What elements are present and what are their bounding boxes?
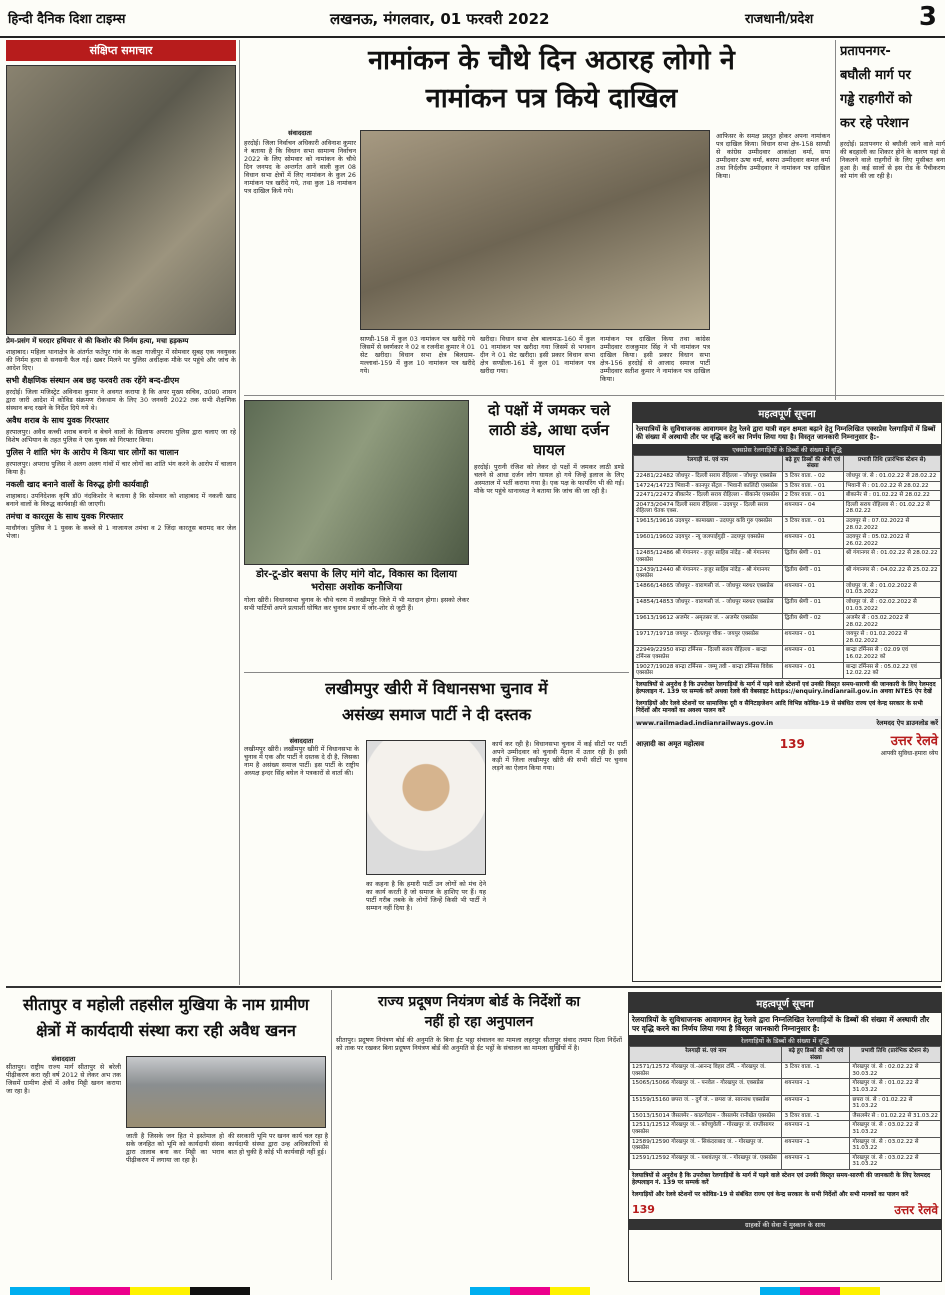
lead-headline [244,42,859,138]
rail-table-1-cell-date: बीकानेर से : 01.02.22 से 28.02.22 [843,491,940,501]
northern-railway-brand: उत्तर रेलवे [890,734,938,750]
asp-text3: कार्य कर रही है। विधानसभा चुनाव में कई सीटों पर पार्टी अपने उम्मीदवार को चुनावी मैदान में उतार रही है। इसी कड़ी में जिला लखीमपुर खीरी की सभी सीटों पर चुनाव लड़ने का ऐलान किया गया। [492,740,627,772]
rail-table-2-cell-date: गोरखपुर जं. से : 03.02.22 से 31.03.22 [850,1153,941,1169]
tehsil-headline-line1: सीतापुर व महोली तहसील मुखिया के नाम ग्रामीण [23,995,309,1014]
asp-col3 [492,740,627,980]
rail-table-1-cell-date: जोधपुर जं. से : 01.02.2022 से 01.03.2022 [843,581,940,597]
right-story [840,40,945,400]
meeting-headline: डोर-टू-डोर बसपा के लिए मांगे वोट, विकास का दिलाया भरोसाः अशोक कनौजिया [256,569,457,593]
lead-col4 [716,132,830,392]
rail-table-1-cell-date: जोधपुर जं. से : 02.02.2022 से 01.03.2022 [843,597,940,613]
rail-table-1-cell-date: उदयपुर से : 05.02.2022 से 26.02.2022 [843,533,940,549]
dateline: लखनऊ, मंगलवार, 01 फरवरी 2022 [330,10,550,28]
rail-table-2-cell-date: गोरखपुर जं. से : 03.02.22 से 31.03.22 [850,1137,941,1153]
rail-table-1-cell-date: बान्द्रा टर्मिनस से : 05.02.22 एवं 12.02.22 को [843,662,940,678]
right-headline-2: बघौली मार्ग पर [840,68,911,83]
rail-table-2-cell-train: 12511/12512 गोरखपुर जं. - कोच्चुवेली - गोरखपुर जं. राप्तीसागर एक्सप्रेस [630,1121,782,1137]
murder-photo [6,65,236,335]
asp-col1 [244,736,359,981]
lead-text3: खरीदा। विधान सभा क्षेत्र बालामऊ-160 में कुल 01 नामांकन पत्र खरीदा गया जिसमें से भगवान दीन ने 01 सेट खरीदा। इसी प्रकार विधान सभा क्षेत्र सण्डीला-161 में कुल 01 नामांकन पत्र खरीदा गया। [480,335,595,375]
rail-table-1-cell-train: 22949/22950 बान्द्रा टर्मिनस - दिल्ली सराय रोहिल्ला - बान्द्रा टर्मिनस एक्सप्रेस [634,646,783,662]
rail-table-1-row [634,565,941,581]
page-number: 3 [918,2,937,32]
rail-table-2-col2: बढ़े हुए डिब्बों की श्रेणी एवं संख्या [782,1047,850,1063]
rail-table-1-cell-coach: द्वितीय श्रेणी - 02 [782,614,843,630]
rail-table-2-col3: प्रभावी तिथि (प्रारंभिक स्टेशन से) [850,1047,941,1063]
asp-headline-line2: असंख्य समाज पार्टी ने दी दस्तक [341,705,532,724]
azadi-logo: आज़ादी का अमृत महोत्सव [636,739,705,748]
rail-table-1-row [634,614,941,630]
tehsil-col1 [6,1054,121,1279]
rail-table-2 [629,1046,941,1170]
rail-table-1-cell-coach: शयनयान - 01 [782,581,843,597]
nomination-photo [360,130,710,330]
story-fertilizer-headline: नकली खाद बनाने वालों के विरुद्ध होगी कार्यवाही [6,480,149,489]
rail-table-2-col1: रेलगाड़ी सं. एवं नाम [630,1047,782,1063]
rail-table-1-cell-coach: 3 टियर वाता. - 01 [782,481,843,491]
rail-table-2-cell-train: 15159/15160 छपरा जं. - दुर्ग जं. - छपरा जं. सारनाथ एक्सप्रेस [630,1095,782,1111]
brief-news-column [6,40,236,985]
rail-table-2-cell-date: जैसलमेर से : 01.02.22 से 31.03.22 [850,1111,941,1121]
asp-col2 [366,880,486,980]
clash-story [474,400,624,660]
lead-headline-line1: नामांकन के चौथे दिन अठारह लोगो ने [368,45,735,76]
rail-table-1-cell-date: श्री गंगानगर से : 04.02.22 से 25.02.22 [843,565,940,581]
lead-dateline: संवाददाता [288,129,312,137]
rail-table-1-cell-coach: शयनयान - 01 [782,646,843,662]
meeting-photo [244,400,469,565]
lead-text1: हरदोई। जिला निर्वाचन अधिकारी अविनाश कुमार ने बताया है कि विधान सभा सामान्य निर्वाचन 2022 के लिए सोमवार को नामांकन के चौथे दिन जनपद के अन्तर्गत आने वाली कुल 08 विधान सभा क्षेत्रों में लिए नामांकन के कुल 26 नामांकन पत्र खरीदे गये, तथा कुल 18 नामांकन पत्र दाखिल किये गये। [244,139,356,195]
rail-table-1-cell-coach: शयनयान - 04 [782,500,843,516]
right-headline-4: कर रहे परेशान [840,116,909,131]
rail-notice-1-header: महत्वपूर्ण सूचना [633,403,941,423]
masthead [0,0,945,38]
rail-table-1-cell-coach: द्वितीय श्रेणी - 01 [782,565,843,581]
rail-table-1-cell-date: अजमेर से : 03.02.2022 से 28.02.2022 [843,614,940,630]
rail-table-2-cell-date: गोरखपुर जं. से : 01.02.22 से 31.03.22 [850,1079,941,1095]
lead-col3 [480,335,595,393]
story-peace-text: हरपालपुर। अपराध पुलिस ने अलग अलग गांवों में चार लोगों का शांति भंग करने के आरोप में चालान किया है। [6,460,236,476]
rail-notice-2 [628,992,942,1282]
mining-photo [126,1056,326,1128]
rail-table-1-row [634,516,941,532]
right-story-text: हरदोई। प्रतापनगर से बघौली जाने वाले मार्ग की बदहाली का शिकार होने के कारण यहां से निकलने वाले राहगीरों के लिए मुसीबत बना हुआ है। कई सालों से इस रोड के पैचीकरण को मांग की जा रही है। [840,140,945,180]
rail-table-1-row [634,533,941,549]
asp-text1: लखीमपुर खीरी। लखीमपुर खीरी में विधानसभा के चुनाव में एक और पार्टी ने दस्तक दे दी है, जिसका नाम है असंख्य समाज पार्टी। इस पार्टी के राष्ट्रीय अध्यक्ष इन्दर सिंह बघेल ने पत्रकारों से वार्ता की। [244,745,359,777]
railmadad-website[interactable]: www.railmadad.indianrailways.gov.in [636,718,774,727]
rail-table-2-row [630,1153,941,1169]
rail-table-1-cell-date: उदयपुर से : 07.02.2022 से 28.02.2022 [843,516,940,532]
rail-table-1-cell-train: 19601/19602 उदयपुर - न्यू जलपाईगुड़ी - उदयपुर एक्सप्रेस [634,533,783,549]
lead-col1 [244,128,356,388]
pollution-headline-line1: राज्य प्रदूषण नियंत्रण बोर्ड के निर्देशों का [378,994,580,1010]
rail-table-1-cell-coach: द्वितीय श्रेणी - 01 [782,597,843,613]
northern-railway-brand-2: उत्तर रेलवे [894,1203,938,1218]
lead-headline-line2: नामांकन पत्र किये दाखिल [425,83,678,114]
story-fertilizer-text: शाहाबाद। उपनिदेशक कृषि डॉ0 नंदकिशोर ने बताया है कि सोमवार को शाहाबाद में नकली खाद बनाने वालों के विरुद्ध कार्यवाही की जाएगी। [6,492,236,508]
section-name: राजधानी/प्रदेश [745,12,814,27]
rail-notice-2-intro: रेलयात्रियों के सुविधाजनक आवागमन हेतु रेलवे द्वारा निम्नलिखित रेलगाड़ियों के डिब्बों की संख्या में अस्थायी तौर पर वृद्धि करने का निर्णय लिया गया है विस्तृत जानकारी निम्नानुसार है: [632,1015,930,1033]
rail-table-1-cell-coach: द्वितीय श्रेणी - 01 [782,549,843,565]
rail-table-1-cell-train: 22471/22472 बीकानेर - दिल्ली सराय रोहिल्ला - बीकानेर एक्सप्रेस [634,491,783,501]
rail-table-1-row [634,581,941,597]
rail-notice-2-slogan: ग्राहकों की सेवा में मुस्कान के साथ [629,1219,941,1230]
meeting-text: गोला खीरी। विधानसभा चुनाव के चौथे चरण में लखीमपुर जिले में भी मतदान होगा। इसको लेकर सभी पार्टियों अपने प्रत्याशी घोषित कर चुनाव प्रचार में जोर-शोर से जुटी हैं। [244,596,469,612]
rail-table-1-cell-train: 19717/19718 जयपुर - दौलतपुर चौक - जयपुर एक्सप्रेस [634,630,783,646]
photo-caption: प्रेम-प्रसंग में घरदार हथियार से की किशोर की निर्मम हत्या, मचा हड़कम्प [6,337,189,345]
tehsil-headline-line2: क्षेत्रों में कार्यदायी संस्था करा रही अवैध खनन [36,1021,296,1040]
rail-table-2-cell-date: गोरखपुर जं. से : 03.02.22 से 31.03.22 [850,1121,941,1137]
rail-table-2-row [630,1121,941,1137]
story-schools-headline: सभी शैक्षणिक संस्थान अब छह फरवरी तक रहेंगे बन्द-डीएम [6,376,180,385]
rail-notice-1-footer1: रेलयात्रियों से अनुरोध है कि उपरोक्त रेलगाड़ियों के मार्ग में पड़ने वाले स्टेशनों एवं उनकी विस्तृत समय-सारणी की जानकारी के लिए रेलमदद हेल्पलाइन नं. 139 पर सम्पर्क करें अथवा रेलवे की वेबसाइट https://enquiry.indianrail.gov.in अथवा NTES ऐप देखें [636,680,936,696]
rail-table-2-cell-train: 15013/15014 जैसलमेर - काठगोदाम - जैसलमेर रानीखेत एक्सप्रेस [630,1111,782,1121]
rail-table-1-cell-date: जयपुर से : 01.02.2022 से 28.02.2022 [843,630,940,646]
asp-headline [244,676,629,734]
paper-name: हिन्दी दैनिक दिशा टाइम्स [8,12,126,27]
rail-table-1-title: एक्सप्रेस रेलगाड़ियों के डिब्बों की संख्या में वृद्धि [633,444,941,455]
rail-table-1-row [634,472,941,482]
asp-headline-line1: लखीमपुर खीरी में विधानसभा चुनाव में [325,679,548,698]
rail-table-2-row [630,1137,941,1153]
president-portrait [366,740,486,875]
rail-table-1-cell-train: 12485/12486 श्री गंगानगर - हजूर साहिब नांदेड़ - श्री गंगानगर एक्सप्रेस [634,549,783,565]
lead-text2: साण्डी-158 में कुल 03 नामांकन पत्र खरीदे गये जिसमें से स्वर्णकार ने 02 व रजनीश कुमार ने 01 सेट खरीदा। विधान सभा क्षेत्र बिलग्राम-मल्लावां-159 में कुल 10 नामांकन पत्र खरीदे गये। [360,335,475,375]
rail-notice-1-intro: रेलयात्रियों के सुविधाजनक आवागमन हेतु रेलवे द्वारा यात्री वहन क्षमता बढ़ाने हेतु निम्नलिखित एक्सप्रेस रेलगाड़ियों में डिब्बों की संख्या में अस्थायी तौर पर वृद्धि करने का निर्णय लिया गया है। विस्तृत जानकारी निम्नानुसार है:- [636,425,936,442]
tehsil-text2: जाती है जिसके जन हित मे इस्तेमाल हो सके जनहित को भूमि को कार्यदायी संस्था द्वारा तालाब बना कर मिट्टी का भराव पीढ़ीकरण में लगाया जा रहा है। [126,1132,224,1164]
tehsil-text3: की सरकारी भूमि पर खनन कार्य चल रहा है कार्यदायी संस्था द्वारा उन्ह अधिकारियों से बात हो चुकी है कोई भी कार्यवाही नहीं हुई। [228,1132,328,1156]
lead-col2 [360,335,475,393]
lead-text5: नामांकन पत्र दाखिल किया तथा कांग्रेस उम्मीदवार राजकुमार सिंह ने भी नामांकन पत्र दाखिल किया। इसी प्रकार विधान सभा क्षेत्र-156 हरदोई से आजाद समाज पार्टी उम्मीदवार सतीश कुमार ने नामांकन पत्र दाखिल किया। [600,335,710,383]
rail-table-1-cell-train: 19613/19612 अजमेर - अमृतसर जं. - अजमेर एक्सप्रेस [634,614,783,630]
story-peace-headline: पुलिस ने शांति भंग के आरोप मे किया चार लोगों का चालान [6,448,179,457]
helpline-139-2: 139 [632,1203,655,1217]
rail-table-1-cell-train: 12439/12440 श्री गंगानगर - हजूर साहिब नांदेड़ - श्री गंगानगर एक्सप्रेस [634,565,783,581]
rail-table-1-col3: प्रभावी तिथि (प्रारंभिक स्टेशन से) [843,455,940,471]
rail-table-1-cell-coach: 3 टियर वाता. - 01 [782,516,843,532]
rail-table-2-cell-coach: शयनयान -1 [782,1121,850,1137]
tehsil-col2 [126,1132,224,1277]
rail-table-1-row [634,500,941,516]
rail-table-1-cell-train: 20473/20474 दिल्ली सराय रोहिल्ला - उदयपुर - दिल्ली सराय रोहिल्ला चेतक एक्स. [634,500,783,516]
asp-dateline: संवाददाता [289,737,314,745]
rail-table-1 [633,455,941,679]
lead-text4: आफिसर के समक्ष प्रस्तुत होकर अपना नामांकन पत्र दाखिल किया। विधान सभा क्षेत्र-158 साण्डी से कांग्रेस उम्मीदवार आकांक्षा वर्मा, सपा उम्मीदवार ऊषा वर्मा, बसपा उम्मीदवार कमल वर्मा तथा निर्दलीय उम्मीदवार ने नामांकन पत्र दाखिल किया। [716,132,830,180]
story-liquor-text: हरपालपुर। अवैध कच्ची शराब बनाने व बेचने वालों के खिलाफ अपराध पुलिस द्वारा चलाए जा रहे विशेष अभियान के तहत पुलिस ने एक युवक को गिरफ्तार किया। [6,428,236,444]
rail-table-1-cell-date: भिवानी से : 01.02.22 से 28.02.22 [843,481,940,491]
rail-table-1-row [634,630,941,646]
rail-table-2-row [630,1095,941,1111]
rail-notice-1-footer2: रेलगाड़ियों और रेलवे स्टेशनों पर सामाजिक दूरी व सैनिटाइजेशन आदि विभिन्न कोविड-19 से संबंधित राज्य एवं केन्द्र सरकार के सभी निर्देशों और मानकों का अवश्य पालन करें [636,699,923,715]
rail-table-1-col1: रेलगाड़ी सं. एवं नाम [634,455,783,471]
rail-table-1-row [634,646,941,662]
rail-table-2-row [630,1063,941,1079]
rail-table-1-cell-train: 19027/19028 बान्द्रा टर्मिनस - जम्मू तवी - बान्द्रा टर्मिनस विवेक एक्सप्रेस [634,662,783,678]
rail-table-1-cell-date: बान्द्रा टर्मिनस से : 02.09 एवं 16.02.2022 को [843,646,940,662]
rail-table-2-cell-train: 15065/15066 गोरखपुर जं. - पनवेल - गोरखपुर जं. एक्सप्रेस [630,1079,782,1095]
helpline-139: 139 [779,737,805,752]
pollution-story [336,992,622,1282]
rail-table-1-cell-coach: शयनयान - 01 [782,630,843,646]
rail-table-2-cell-coach: 3 टियर वाता. -1 [782,1063,850,1079]
rail-table-2-cell-coach: शयनयान -1 [782,1137,850,1153]
meeting-story [244,568,469,666]
rail-notice-1 [632,402,942,982]
rail-table-2-cell-train: 12571/12572 गोरखपुर जं.-आनन्द विहार टर्मि. - गोरखपुर जं. एक्सप्रेस [630,1063,782,1079]
rail-table-1-col2: बढ़े हुए डिब्बों की श्रेणी एवं संख्या [782,455,843,471]
rail-table-2-cell-coach: शयनयान -1 [782,1079,850,1095]
rail-table-2-cell-coach: शयनयान -1 [782,1153,850,1169]
tehsil-dateline: संवाददाता [51,1055,76,1063]
rail-table-2-title: रेलगाड़ियों के डिब्बों की संख्या में वृद्धि [629,1035,941,1046]
rail-table-1-row [634,491,941,501]
rail-table-2-cell-coach: 3 टियर वाता. -1 [782,1111,850,1121]
rail-table-1-row [634,662,941,678]
rail-table-2-cell-train: 12589/12590 गोरखपुर जं. - सिकंदराबाद जं. - गोरखपुर जं. एक्सप्रेस [630,1137,782,1153]
rail-table-1-cell-train: 14854/14853 जोधपुर - वाराणसी जं. - जोधपुर मरुधर एक्सप्रेस [634,597,783,613]
rail-table-1-cell-coach: शयनयान - 01 [782,662,843,678]
rail-table-2-row [630,1111,941,1121]
rail-table-1-cell-train: 14866/14865 जोधपुर - वाराणसी जं. - जोधपुर मरुधर एक्सप्रेस [634,581,783,597]
right-headline-3: गड्ढे राहगीरों को [840,92,912,107]
rail-table-2-row [630,1079,941,1095]
story-murder-text: शाहाबाद। महिला थानाक्षेत्र के अंतर्गत फतेपुर गांव के कक्षा गाजीपुर में सोमवार सुबह एक नवयुवक की निर्मम हत्या से सनसनी फैल गई। खबर मिलने पर पुलिस अधीक्षक मौके पर पहुंचे और जांच के आदेश दिए। [6,348,236,372]
rail-notice-2-footer1: रेलयात्रियों से अनुरोध है कि उपरोक्त रेलगाड़ियों के मार्ग में पड़ने वाले स्टेशन एवं उनकी विस्तृत समय-सारणी की जानकारी के लिए रेलमदद हेल्पलाइन नं. 139 पर सम्पर्क करें [632,1171,931,1187]
lead-col5 [600,335,710,393]
tehsil-headline [6,992,326,1052]
tehsil-col3 [228,1132,328,1277]
rail-notice-2-header: महत्वपूर्ण सूचना [629,993,941,1013]
rail-table-2-cell-coach: शयनयान -1 [782,1095,850,1111]
pollution-headline-line2: नहीं हो रहा अनुपालन [424,1014,534,1030]
story-pistol-headline: तमंचा व कारतूस के साथ युवक गिरफ्तार [6,512,124,521]
right-headline-1: प्रतापनगर- [840,44,891,59]
brief-news-header: संक्षिप्त समाचार [6,40,236,61]
rail-table-1-cell-train: 22481/22482 जोधपुर - दिल्ली सराय रोहिल्ला - जोधपुर एक्सप्रेस [634,472,783,482]
rail-table-2-cell-train: 12591/12592 गोरखपुर जं. - यशवंतपुर जं. - गोरखपुर जं. एक्सप्रेस [630,1153,782,1169]
tehsil-text1: सीतापुर। राष्ट्रीय राज्य मार्ग सीतापुर से बरेली पीढ़ीकरण करा रही वर्ष 2012 से लेकर अभ तक जिसमें ग्रामीण क्षेत्रों में अवैध मिट्टी खनन कराया जा रहा है। [6,1063,121,1095]
pollution-text: सीतापुर। प्रदूषण नियंत्रण बोर्ड की अनुमति के बिना ईंट भट्ठा संचालन का मामला लहरपुर सीतापुर संवाद तमाम दिशा निर्देशों को ताक पर रखकर बिना प्रदूषण नियंत्रण बोर्ड की अनुमति से ईंट भट्ठों के संचालन का मामला सुर्खियों में है। [336,1036,622,1052]
rail-table-1-cell-train: 14724/14723 भिवानी - कानपुर सेंट्रल - भिवानी कालिंदी एक्सप्रेस [634,481,783,491]
story-pistol-text: माधौगंज। पुलिस ने 1 युवक के कब्जे से 1 नाजायज तमंचा व 2 जिंदा कारतूस बरामद कर जेल भेजा। [6,524,236,540]
rail-table-1-cell-date: श्री गंगानगर से : 01.02.22 से 28.02.22 [843,549,940,565]
rail-table-2-cell-date: गोरखपुर जं. से : 02.02.22 से 30.03.22 [850,1063,941,1079]
rail-table-1-row [634,549,941,565]
railmadad-app-label: रेलमदद ऐप डाउनलोड करें [876,719,938,728]
asp-text2: का कहना है कि हमारी पार्टी उन लोगों को मंच देने का कार्य करती है जो समाज के हाशिए पर हैं। यह पार्टी गरीब तबके के लोगों जिन्हें किसी भी पार्टी ने सम्मान नहीं दिया है। [366,880,486,912]
rail-table-1-row [634,597,941,613]
clash-text: हरदोई। पुरानी रंजिश को लेकर दो पक्षों में जमकर लाठी डण्डे चलने से आधा दर्जन लोग घायल हो गये जिन्हें इलाज के लिए अस्पताल में भर्ती कराया गया है। एक पक्ष के फायरिंग भी की गई। मौके पर पहुंचे थानाध्यक्ष ने बताया कि जांच की जा रही है। [474,463,624,495]
rail-table-1-row [634,481,941,491]
story-schools-text: हरदोई। जिला मजिस्ट्रेट अविनाश कुमार ने अवगत कराया है कि अपर मुख्य सचिव, उ0प्र0 शासन द्वारा जारी आदेश में कोविड संक्रमण रोकथाम के लिए 30 जनवरी 2022 तक सभी शैक्षणिक संस्थान बन्द रखने के निर्देश दिये गये थे। [6,388,236,412]
rail-table-1-cell-coach: 2 टियर वाता. - 01 [782,491,843,501]
rail-table-1-cell-train: 19615/19616 उदयपुर - कामाख्या - उदयपुर कवि गुरु एक्सप्रेस [634,516,783,532]
northern-railway-tagline: आपकी सुविधा-हमारा ध्येय [880,750,938,758]
rail-table-1-cell-date: जोधपुर जं. से : 01.02.22 से 28.02.22 [843,472,940,482]
rail-notice-2-footer2: रेलगाड़ियों और रेलवे स्टेशनों पर कोविड-19 से संबंधित राज्य एवं केन्द्र सरकार के सभी निर्देशों और सभी मानकों का पालन करें [632,1190,909,1198]
rail-table-1-cell-coach: शयनयान - 01 [782,533,843,549]
rail-table-1-cell-date: दिल्ली सराय रोहिल्ला से : 01.02.22 से 28.02.22 [843,500,940,516]
clash-headline: दो पक्षों में जमकर चले लाठी डंडे, आधा दर्जन घायल [487,401,611,459]
rail-table-2-cell-date: छपरा जं. से : 01.02.22 से 31.03.22 [850,1095,941,1111]
story-liquor-headline: अवैध शराब के साथ युवक गिरफ्तार [6,416,109,425]
rail-table-1-cell-coach: 3 टियर वाता. - 02 [782,472,843,482]
